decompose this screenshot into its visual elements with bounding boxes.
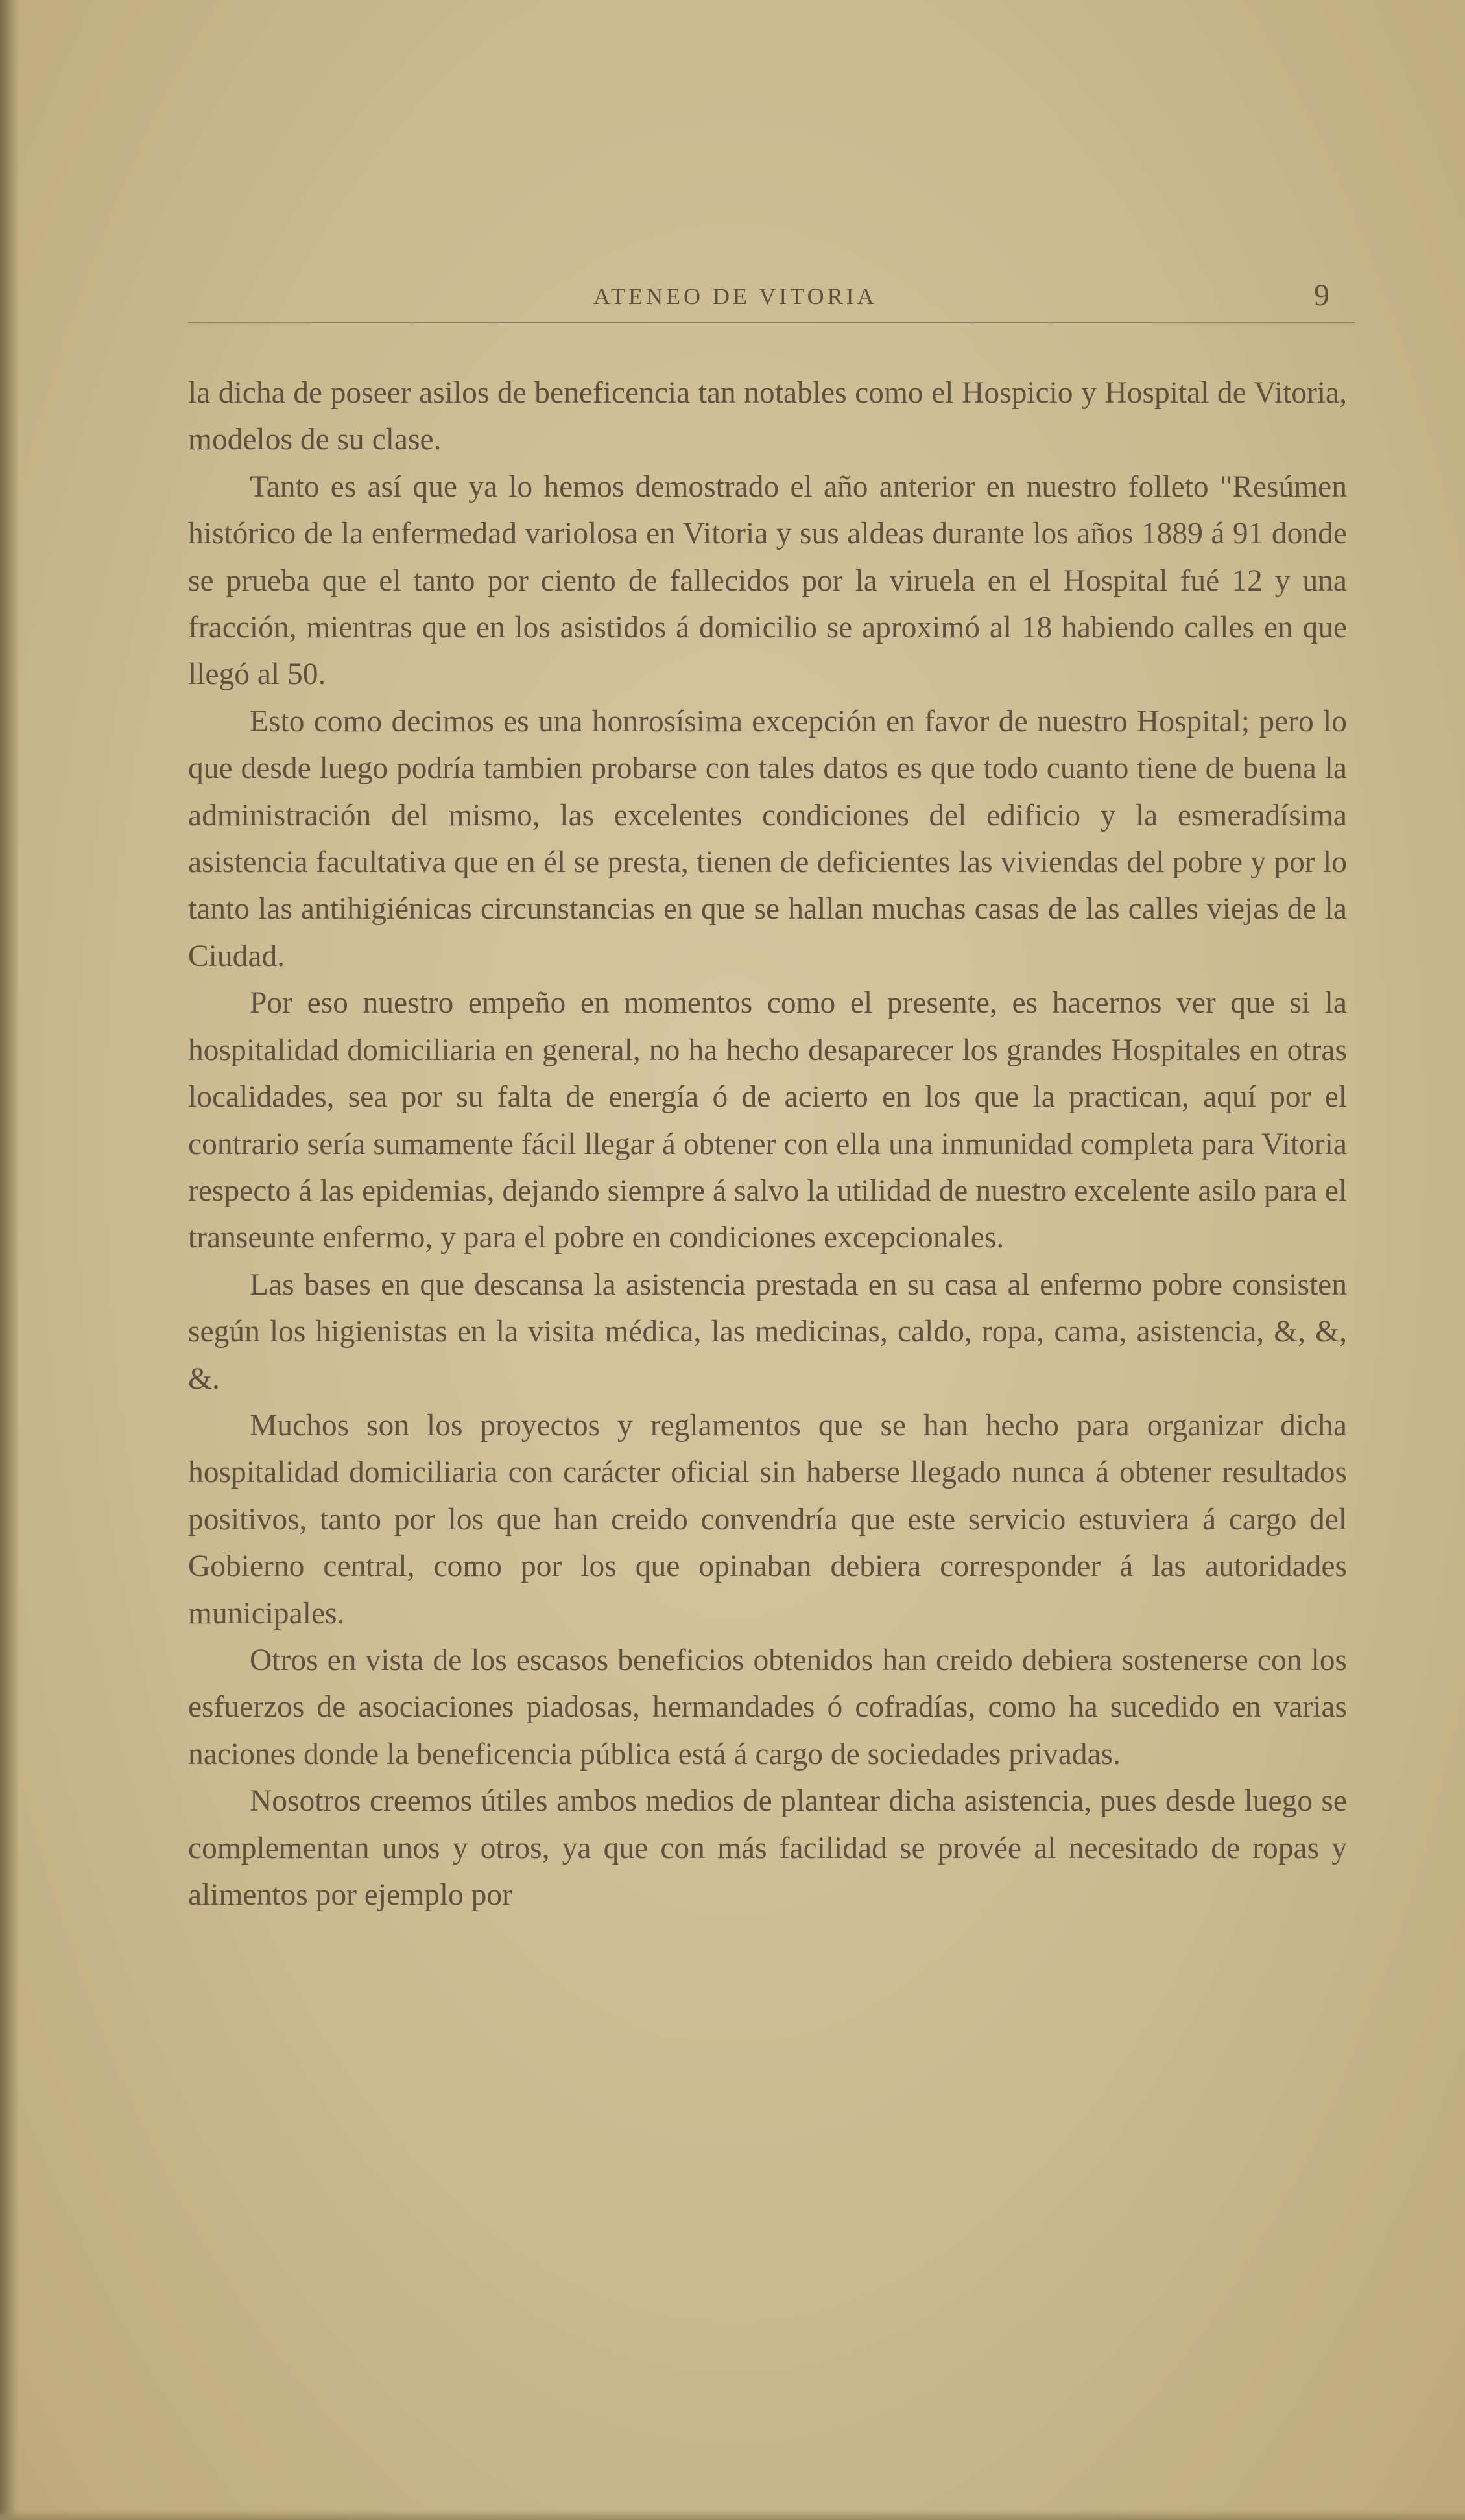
page-bottom-edge <box>0 2510 1465 2520</box>
paragraph: Esto como decimos es una honrosísima excepción en favor de nuestro Hospital; pero lo que desde luego podría tambien probarse con tales datos es que todo cuanto tiene de buena la administración del mismo, las excelentes condiciones del edificio y la esmeradísima asistencia facultativa que en él se presta, tienen de deficientes las viviendas del pobre y por lo tanto las antihigiénicas circunstancias en que se hallan muchas casas de las calles viejas de la Ciudad. <box>188 704 1347 973</box>
paragraph: la dicha de poseer asilos de beneficencia tan notables como el Hospicio y Hospital de Vitoria, modelos de su clase. <box>188 376 1347 457</box>
header-rule <box>188 322 1355 323</box>
body-text <box>188 370 1347 1918</box>
running-title: ATENEO DE VITORIA <box>593 283 877 309</box>
paragraph: Otros en vista de los escasos beneficios obtenidos han creido debiera sostenerse con los esfuerzos de asociaciones piadosas, hermandades ó cofradías, como ha sucedido en varias naciones donde la beneficencia pública está á cargo de sociedades privadas. <box>188 1643 1347 1771</box>
paragraph: Tanto es así que ya lo hemos demostrado el año anterior en nuestro folleto "Resúmen histórico de la enfermedad variolosa en Vitoria y sus aldeas durante los años 1889 á 91 donde se prueba que el tanto por ciento de fallecidos por la viruela en el Hospital fué 12 y una fracción, mientras que en los asistidos á domicilio se aproximó al 18 habiendo calles en que llegó al 50. <box>188 469 1347 692</box>
binding-shadow <box>0 0 19 2520</box>
page-number: 9 <box>1314 278 1329 312</box>
paragraph: Nosotros creemos útiles ambos medios de plantear dicha asistencia, pues desde luego se complementan unos y otros, ya que con más facilidad se provée al necesitado de ropas y alimentos por ejemplo por <box>188 1784 1347 1912</box>
paragraph: Muchos son los proyectos y reglamentos que se han hecho para organizar dicha hospitalidad domiciliaria con carácter oficial sin haberse llegado nunca á obtener resultados positivos, tanto por los que han creido convendría que este servicio estuviera á cargo del Gobierno central, como por los que opinaban debiera corresponder á las autoridades municipales. <box>188 1408 1347 1631</box>
running-header <box>0 277 1465 323</box>
paragraph: Las bases en que descansa la asistencia prestada en su casa al enfermo pobre consisten según los higienistas en la visita médica, las medicinas, caldo, ropa, cama, asistencia, &, &, &. <box>188 1267 1347 1396</box>
paragraph: Por eso nuestro empeño en momentos como el presente, es hacernos ver que si la hospitalidad domiciliaria en general, no ha hecho desaparecer los grandes Hospitales en otras localidades, sea por su falta de energía ó de acierto en los que la practican, aquí por el contrario sería sumamente fácil llegar á obtener con ella una inmunidad completa para Vitoria respecto á las epidemias, dejando siempre á salvo la utilidad de nuestro excelente asilo para el transeunte enfermo, y para el pobre en condiciones excepcionales. <box>188 986 1347 1255</box>
